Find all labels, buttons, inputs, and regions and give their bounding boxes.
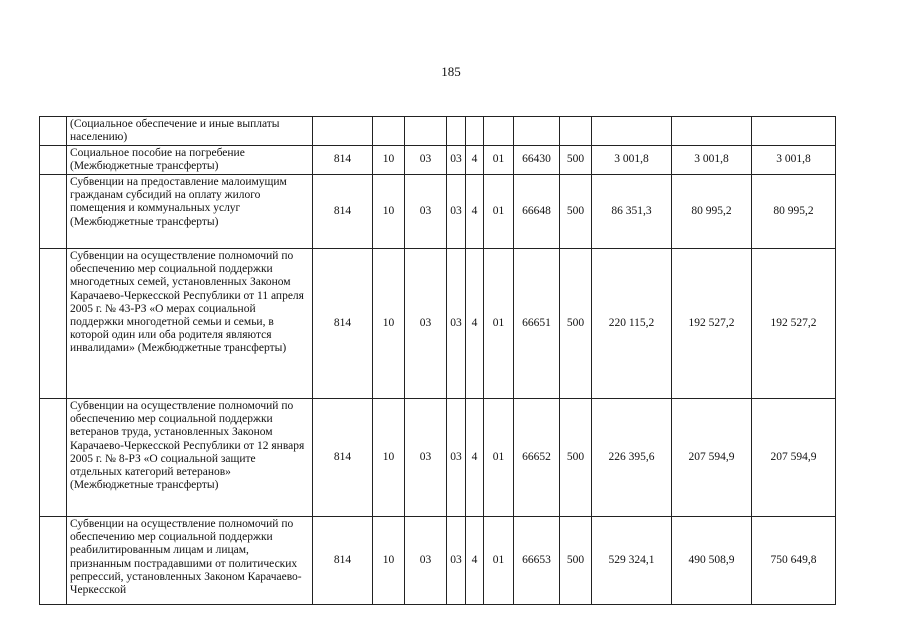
row-name-cell: (Социальное обеспечение и иные выплаты населению) <box>67 117 313 146</box>
table-row <box>40 175 836 249</box>
section-code-cell: 10 <box>373 146 405 175</box>
event-code-cell: 01 <box>484 517 514 605</box>
row-name-cell: Социальное пособие на погребение (Межбюджетные трансферты) <box>67 146 313 175</box>
program-code-cell <box>447 117 466 146</box>
expense-item-code-cell: 66648 <box>514 175 560 249</box>
subsection-code-cell: 03 <box>405 146 447 175</box>
ministry-code-cell: 814 <box>313 249 373 399</box>
section-code-cell: 10 <box>373 249 405 399</box>
subprogram-code-cell: 4 <box>466 517 484 605</box>
row-index-cell <box>40 175 67 249</box>
row-index-cell <box>40 117 67 146</box>
amount-year-1-cell: 3 001,8 <box>592 146 672 175</box>
event-code-cell: 01 <box>484 146 514 175</box>
program-code-cell: 03 <box>447 249 466 399</box>
program-code-cell: 03 <box>447 517 466 605</box>
amount-year-2-cell <box>672 117 752 146</box>
table-row <box>40 117 836 146</box>
row-name-cell: Субвенции на осуществление полномочий по обеспечению мер социальной поддержки многодетных семей, установленных Законом Карачаево-Черкесской Республики от 11 апреля 2005 г. № 43-РЗ «О мерах социальной поддержки многодетной семьи и семьи, в которой один или оба родителя являются инвалидами» (Межбюджетные трансферты) <box>67 249 313 399</box>
subprogram-code-cell: 4 <box>466 399 484 517</box>
amount-year-1-cell: 529 324,1 <box>592 517 672 605</box>
amount-year-1-cell: 86 351,3 <box>592 175 672 249</box>
amount-year-2-cell: 207 594,9 <box>672 399 752 517</box>
subprogram-code-cell: 4 <box>466 175 484 249</box>
expense-item-code-cell <box>514 117 560 146</box>
amount-year-3-cell: 192 527,2 <box>752 249 836 399</box>
subprogram-code-cell: 4 <box>466 249 484 399</box>
page-number: 185 <box>441 64 461 79</box>
ministry-code-cell: 814 <box>313 146 373 175</box>
program-code-cell: 03 <box>447 175 466 249</box>
amount-year-1-cell <box>592 117 672 146</box>
row-name-cell: Субвенции на осуществление полномочий по обеспечению мер социальной поддержки реабилитированным лицам и лицам, признанным пострадавшими от политических репрессий, установленных Законом Карачаево-Черкесской <box>67 517 313 605</box>
expense-type-code-cell: 500 <box>560 399 592 517</box>
section-code-cell <box>373 117 405 146</box>
subsection-code-cell: 03 <box>405 175 447 249</box>
expense-type-code-cell: 500 <box>560 175 592 249</box>
row-name-cell: Субвенции на предоставление малоимущим гражданам субсидий на оплату жилого помещения и коммунальных услуг (Межбюджетные трансферты) <box>67 175 313 249</box>
section-code-cell: 10 <box>373 517 405 605</box>
expense-type-code-cell <box>560 117 592 146</box>
expense-type-code-cell: 500 <box>560 517 592 605</box>
expense-type-code-cell: 500 <box>560 146 592 175</box>
amount-year-3-cell <box>752 117 836 146</box>
amount-year-2-cell: 80 995,2 <box>672 175 752 249</box>
program-code-cell: 03 <box>447 399 466 517</box>
row-index-cell <box>40 399 67 517</box>
event-code-cell: 01 <box>484 399 514 517</box>
ministry-code-cell: 814 <box>313 175 373 249</box>
subsection-code-cell <box>405 117 447 146</box>
expense-item-code-cell: 66652 <box>514 399 560 517</box>
table-row <box>40 517 836 605</box>
expense-item-code-cell: 66651 <box>514 249 560 399</box>
amount-year-3-cell: 80 995,2 <box>752 175 836 249</box>
amount-year-1-cell: 226 395,6 <box>592 399 672 517</box>
row-index-cell <box>40 146 67 175</box>
subprogram-code-cell <box>466 117 484 146</box>
program-code-cell: 03 <box>447 146 466 175</box>
table-body <box>40 117 836 605</box>
table-row <box>40 399 836 517</box>
subsection-code-cell: 03 <box>405 249 447 399</box>
budget-table <box>39 116 836 605</box>
amount-year-3-cell: 750 649,8 <box>752 517 836 605</box>
subsection-code-cell: 03 <box>405 399 447 517</box>
section-code-cell: 10 <box>373 175 405 249</box>
ministry-code-cell: 814 <box>313 399 373 517</box>
event-code-cell <box>484 117 514 146</box>
subprogram-code-cell: 4 <box>466 146 484 175</box>
event-code-cell: 01 <box>484 175 514 249</box>
row-index-cell <box>40 517 67 605</box>
ministry-code-cell <box>313 117 373 146</box>
row-index-cell <box>40 249 67 399</box>
row-name-cell: Субвенции на осуществление полномочий по обеспечению мер социальной поддержки ветеранов труда, установленных Законом Карачаево-Черкесской Республики от 12 января 2005 г. № 8-РЗ «О социальной защите отдельных категорий ветеранов» (Межбюджетные трансферты) <box>67 399 313 517</box>
amount-year-2-cell: 3 001,8 <box>672 146 752 175</box>
section-code-cell: 10 <box>373 399 405 517</box>
amount-year-1-cell: 220 115,2 <box>592 249 672 399</box>
subsection-code-cell: 03 <box>405 517 447 605</box>
table-row <box>40 146 836 175</box>
expense-type-code-cell: 500 <box>560 249 592 399</box>
expense-item-code-cell: 66430 <box>514 146 560 175</box>
table-row <box>40 249 836 399</box>
amount-year-2-cell: 490 508,9 <box>672 517 752 605</box>
expense-item-code-cell: 66653 <box>514 517 560 605</box>
amount-year-3-cell: 207 594,9 <box>752 399 836 517</box>
amount-year-3-cell: 3 001,8 <box>752 146 836 175</box>
amount-year-2-cell: 192 527,2 <box>672 249 752 399</box>
event-code-cell: 01 <box>484 249 514 399</box>
ministry-code-cell: 814 <box>313 517 373 605</box>
